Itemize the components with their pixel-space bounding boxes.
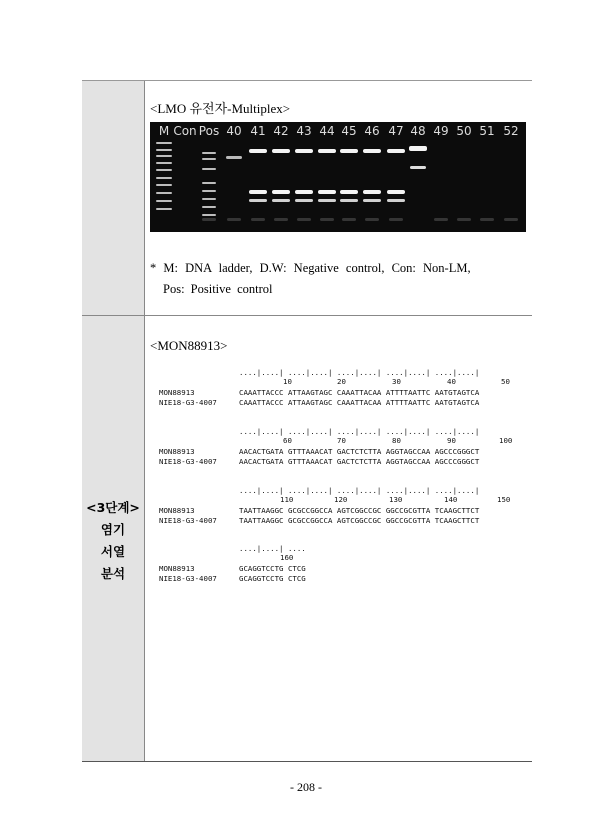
lane-label: 40 <box>226 124 242 138</box>
gel-band <box>202 218 216 221</box>
sequence-bases: GCAGGTCCTG CTCG <box>239 564 306 573</box>
sequence-title: <MON88913> <box>150 338 228 353</box>
step-label <box>82 497 144 585</box>
position-number: 90 <box>447 436 456 445</box>
ladder-band <box>202 206 216 208</box>
gel-band <box>363 190 381 194</box>
position-ruler: ....|....| ....|....| ....|....| ....|....| ....|....| <box>239 427 480 436</box>
ladder-band <box>156 200 172 202</box>
gel-band <box>457 218 471 221</box>
gel-band <box>363 149 381 153</box>
position-number: 30 <box>392 377 401 386</box>
footnote-line: * M: DNA ladder, D.W: Negative control, Con: Non-LM, <box>150 261 471 275</box>
gel-electrophoresis-image <box>150 122 526 232</box>
gel-band <box>272 190 290 194</box>
step-label-title: <3단계> <box>86 500 140 515</box>
gel-band <box>387 199 405 202</box>
gel-band <box>249 149 267 153</box>
ladder-band <box>202 152 216 154</box>
position-number: 60 <box>283 436 292 445</box>
gel-band <box>365 218 379 221</box>
lane-label: M <box>158 124 170 138</box>
gel-band <box>227 218 241 221</box>
position-number: 40 <box>447 377 456 386</box>
sequence-bases: CAAATTACCC ATTAAGTAGC CAAATTACAA ATTTTAATTC AATGTAGTCA <box>239 398 480 407</box>
lane-label: 49 <box>433 124 449 138</box>
sequence-name: MON88913 <box>159 506 195 515</box>
step-label-line: 염기 <box>100 522 126 537</box>
gel-band <box>295 190 313 194</box>
position-number: 80 <box>392 436 401 445</box>
gel-band <box>340 199 358 202</box>
ladder-band <box>156 142 172 144</box>
gel-footnote <box>150 258 471 300</box>
ladder-band <box>156 149 172 151</box>
gel-band <box>504 218 518 221</box>
lane-label: 41 <box>250 124 266 138</box>
position-number: 20 <box>337 377 346 386</box>
gel-band <box>363 199 381 202</box>
gel-band <box>387 190 405 194</box>
position-ruler: ....|....| .... <box>239 544 306 553</box>
lane-label: Con <box>173 124 197 138</box>
multiplex-title: <LMO 유전자-Multiplex> <box>150 101 291 116</box>
step-label-line: 분석 <box>100 566 126 581</box>
position-number: 140 <box>444 495 458 504</box>
gel-band <box>318 190 336 194</box>
gel-band <box>318 199 336 202</box>
sequence-name: NIE18-G3-4007 <box>159 457 217 466</box>
position-ruler: ....|....| ....|....| ....|....| ....|....| ....|....| <box>239 486 480 495</box>
position-number: 150 <box>497 495 511 504</box>
ladder-band <box>202 158 216 160</box>
sequence-name: MON88913 <box>159 388 195 397</box>
ladder-band <box>156 155 172 157</box>
step-column <box>82 81 145 761</box>
gel-band <box>410 166 426 169</box>
gel-band <box>249 190 267 194</box>
gel-band <box>318 149 336 153</box>
position-number: 120 <box>334 495 348 504</box>
gel-band <box>340 190 358 194</box>
position-number: 130 <box>389 495 403 504</box>
gel-band <box>274 218 288 221</box>
lane-label: 42 <box>273 124 289 138</box>
gel-band <box>295 149 313 153</box>
gel-band <box>340 149 358 153</box>
lane-label: 44 <box>319 124 335 138</box>
ladder-band <box>202 190 216 192</box>
gel-band <box>480 218 494 221</box>
gel-band <box>320 218 334 221</box>
ladder-band <box>156 162 172 164</box>
sequence-name: MON88913 <box>159 564 195 573</box>
gel-band <box>389 218 403 221</box>
position-number: 50 <box>501 377 510 386</box>
sequence-name: MON88913 <box>159 447 195 456</box>
sequence-name: NIE18-G3-4007 <box>159 516 217 525</box>
lane-label: 47 <box>388 124 404 138</box>
ladder-band <box>202 198 216 200</box>
ladder-band <box>156 169 172 171</box>
gel-band <box>226 156 242 159</box>
ladder-band <box>156 177 172 179</box>
ladder-band <box>156 192 172 194</box>
sequence-bases: CAAATTACCC ATTAAGTAGC CAAATTACAA ATTTTAATTC AATGTAGTCA <box>239 388 480 397</box>
position-number: 100 <box>499 436 513 445</box>
ladder-band <box>156 208 172 210</box>
gel-band <box>272 149 290 153</box>
sequence-bases: AACACTGATA GTTTAAACAT GACTCTCTTA AGGTAGCCAA AGCCCGGGCT <box>239 447 480 456</box>
position-number: 10 <box>283 377 292 386</box>
sequence-bases: TAATTAAGGC GCGCCGGCCA AGTCGGCCGC GGCCGCGTTA TCAAGCTTCT <box>239 516 480 525</box>
step-label-line: 서열 <box>100 544 126 559</box>
sequence-bases: GCAGGTCCTG CTCG <box>239 574 306 583</box>
ladder-band <box>156 184 172 186</box>
ladder-band <box>202 214 216 216</box>
gel-band <box>387 149 405 153</box>
position-number: 110 <box>280 495 294 504</box>
lane-label: 43 <box>296 124 312 138</box>
position-ruler: ....|....| ....|....| ....|....| ....|....| ....|....| <box>239 368 480 377</box>
sequence-bases: TAATTAAGGC GCGCCGGCCA AGTCGGCCGC GGCCGCGTTA TCAAGCTTCT <box>239 506 480 515</box>
position-number: 70 <box>337 436 346 445</box>
lane-label: Pos <box>198 124 220 138</box>
row-divider <box>82 315 532 316</box>
sequence-name: NIE18-G3-4007 <box>159 574 217 583</box>
lane-label: 46 <box>364 124 380 138</box>
gel-band <box>295 199 313 202</box>
lane-label: 45 <box>341 124 357 138</box>
sequence-bases: AACACTGATA GTTTAAACAT GACTCTCTTA AGGTAGCCAA AGCCCGGGCT <box>239 457 480 466</box>
lane-label: 48 <box>410 124 426 138</box>
gel-band <box>272 199 290 202</box>
page-number: - 208 - <box>290 780 322 794</box>
sequence-name: NIE18-G3-4007 <box>159 398 217 407</box>
gel-band <box>409 146 427 151</box>
lane-label: 50 <box>456 124 472 138</box>
gel-band <box>342 218 356 221</box>
gel-band <box>297 218 311 221</box>
lane-label: 52 <box>503 124 519 138</box>
gel-band <box>434 218 448 221</box>
gel-band <box>251 218 265 221</box>
ladder-band <box>202 182 216 184</box>
lane-label: 51 <box>479 124 495 138</box>
gel-band <box>249 199 267 202</box>
footnote-line: Pos: Positive control <box>163 282 273 296</box>
position-number: 160 <box>280 553 294 562</box>
ladder-band <box>202 168 216 170</box>
